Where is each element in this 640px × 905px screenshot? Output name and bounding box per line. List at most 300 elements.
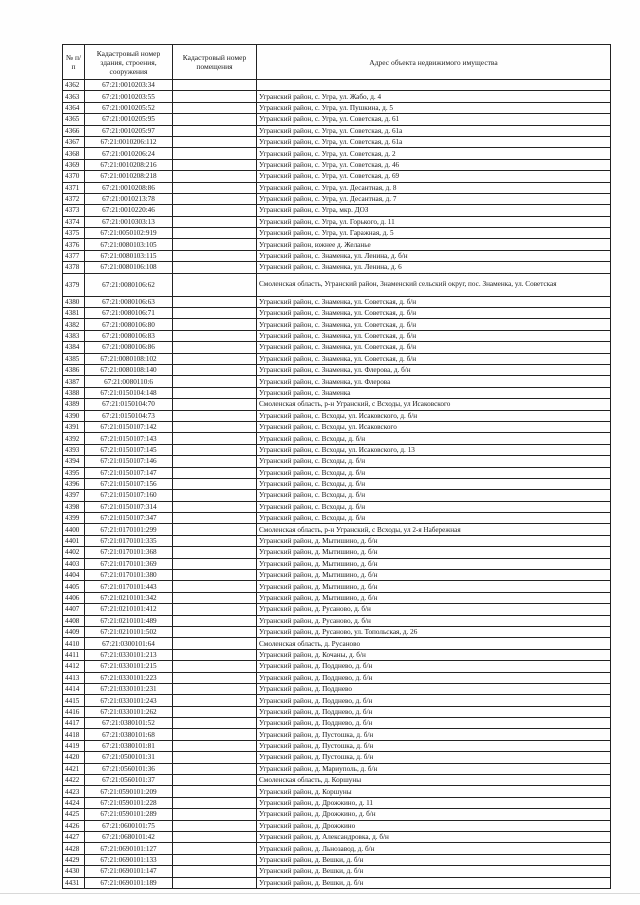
table-row <box>63 501 611 512</box>
building-cadastral-number: 67:21:0010303:13 <box>85 216 173 227</box>
property-address: Угранский район, с. Всходы, ул. Исаковского <box>257 421 611 432</box>
building-cadastral-number: 67:21:0150104:70 <box>85 399 173 410</box>
building-cadastral-number: 67:21:0170101:335 <box>85 535 173 546</box>
building-cadastral-number: 67:21:0080106:71 <box>85 308 173 319</box>
room-cadastral-number <box>173 626 257 637</box>
room-cadastral-number <box>173 102 257 113</box>
property-address: Угранский район, д. Мариуполь, д. б/н <box>257 763 611 774</box>
table-row <box>63 376 611 387</box>
row-number: 4384 <box>63 342 85 353</box>
property-address: Угранский район, с. Всходы, ул. Исаковского, д. б/н <box>257 410 611 421</box>
row-number: 4428 <box>63 843 85 854</box>
property-address: Угранский район, с. Угра, мкр. ДОЗ <box>257 205 611 216</box>
room-cadastral-number <box>173 661 257 672</box>
room-cadastral-number <box>173 91 257 102</box>
table-row <box>63 604 611 615</box>
row-number: 4424 <box>63 797 85 808</box>
room-cadastral-number <box>173 444 257 455</box>
property-address: Угранский район, д. Вешки, д. б/н <box>257 877 611 888</box>
row-number: 4399 <box>63 513 85 524</box>
room-cadastral-number <box>173 182 257 193</box>
table-row <box>63 102 611 113</box>
table-row <box>63 91 611 102</box>
building-cadastral-number: 67:21:0080110:6 <box>85 376 173 387</box>
building-cadastral-number: 67:21:0210101:342 <box>85 592 173 603</box>
room-cadastral-number <box>173 797 257 808</box>
table-row <box>63 797 611 808</box>
room-cadastral-number <box>173 752 257 763</box>
property-address: Угранский район, с. Угра, ул. Советская, д. 69 <box>257 171 611 182</box>
table-row <box>63 695 611 706</box>
property-address: Угранский район, с. Знаменка, ул. Советская, д. б/н <box>257 342 611 353</box>
room-cadastral-number <box>173 433 257 444</box>
room-cadastral-number <box>173 706 257 717</box>
building-cadastral-number: 67:21:0150107:160 <box>85 490 173 501</box>
room-cadastral-number <box>173 273 257 296</box>
building-cadastral-number: 67:21:0380101:52 <box>85 718 173 729</box>
property-address: Смоленская область, Угранский район, Знаменский сельский округ, пос. Знаменка, ул. Советская <box>257 273 611 296</box>
building-cadastral-number: 67:21:0590101:209 <box>85 786 173 797</box>
room-cadastral-number <box>173 501 257 512</box>
building-cadastral-number: 67:21:0080108:140 <box>85 364 173 375</box>
table-row <box>63 752 611 763</box>
row-number: 4367 <box>63 136 85 147</box>
row-number: 4421 <box>63 763 85 774</box>
property-address: Угранский район, д. Вешки, д. б/н <box>257 854 611 865</box>
row-number: 4362 <box>63 80 85 91</box>
building-cadastral-number: 67:21:0080108:102 <box>85 353 173 364</box>
property-address: Угранский район, д. Пустошка, д. б/н <box>257 729 611 740</box>
room-cadastral-number <box>173 683 257 694</box>
property-address: Угранский район, с. Угра, ул. Советская, д. 61а <box>257 136 611 147</box>
table-row <box>63 193 611 204</box>
property-address: Угранский район, с. Знаменка, ул. Ленина, д. 6 <box>257 262 611 273</box>
row-number: 4410 <box>63 638 85 649</box>
property-address: Угранский район, с. Угра, ул. Советская, д. 2 <box>257 148 611 159</box>
property-address: Угранский район, с. Знаменка, ул. Советская, д. б/н <box>257 353 611 364</box>
property-address: Угранский район, д. Мытишино, д. б/н <box>257 558 611 569</box>
property-address: Угранский район, д. Мытишино, д. б/н <box>257 570 611 581</box>
property-address: Угранский район, с. Угра, ул. Десантная, д. 8 <box>257 182 611 193</box>
row-number: 4364 <box>63 102 85 113</box>
table-row <box>63 832 611 843</box>
building-cadastral-number: 67:21:0170101:443 <box>85 581 173 592</box>
header-address: Адрес объекта недвижимого имущества <box>257 45 611 80</box>
table-row <box>63 672 611 683</box>
header-room-cadastral: Кадастровый номер помещения <box>173 45 257 80</box>
row-number: 4394 <box>63 456 85 467</box>
building-cadastral-number: 67:21:0010213:78 <box>85 193 173 204</box>
table-row <box>63 683 611 694</box>
room-cadastral-number <box>173 854 257 865</box>
building-cadastral-number: 67:21:0170101:380 <box>85 570 173 581</box>
room-cadastral-number <box>173 250 257 261</box>
table-row <box>63 136 611 147</box>
property-address <box>257 80 611 91</box>
property-address: Угранский район, с. Угра, ул. Советская, д. 61а <box>257 125 611 136</box>
building-cadastral-number: 67:21:0560101:36 <box>85 763 173 774</box>
row-number: 4404 <box>63 570 85 581</box>
table-row <box>63 308 611 319</box>
building-cadastral-number: 67:21:0600101:75 <box>85 820 173 831</box>
building-cadastral-number: 67:21:0330101:231 <box>85 683 173 694</box>
row-number: 4382 <box>63 319 85 330</box>
row-number: 4373 <box>63 205 85 216</box>
building-cadastral-number: 67:21:0080106:63 <box>85 296 173 307</box>
building-cadastral-number: 67:21:0210101:412 <box>85 604 173 615</box>
row-number: 4431 <box>63 877 85 888</box>
row-number: 4363 <box>63 91 85 102</box>
property-address: Угранский район, с. Угра, ул. Пушкина, д. 5 <box>257 102 611 113</box>
property-address: Угранский район, с. Знаменка, ул. Советская, д. б/н <box>257 319 611 330</box>
row-number: 4414 <box>63 683 85 694</box>
property-address: Угранский район, с. Всходы, д. б/н <box>257 490 611 501</box>
building-cadastral-number: 67:21:0170101:368 <box>85 547 173 558</box>
building-cadastral-number: 67:21:0680101:42 <box>85 832 173 843</box>
room-cadastral-number <box>173 399 257 410</box>
building-cadastral-number: 67:21:0010208:86 <box>85 182 173 193</box>
property-address: Угранский район, д. Дрожжино, д. 11 <box>257 797 611 808</box>
table-row <box>63 250 611 261</box>
room-cadastral-number <box>173 558 257 569</box>
room-cadastral-number <box>173 672 257 683</box>
table-row <box>63 649 611 660</box>
property-address: Угранский район, д. Вешки, д. б/н <box>257 866 611 877</box>
property-address: Угранский район, с. Всходы, д. б/н <box>257 433 611 444</box>
property-address: Угранский район, д. Мытишино, д. б/н <box>257 592 611 603</box>
building-cadastral-number: 67:21:0010206:24 <box>85 148 173 159</box>
room-cadastral-number <box>173 649 257 660</box>
table-body <box>63 80 611 889</box>
property-address: Угранский район, с. Угра, ул. Советская, д. 61 <box>257 114 611 125</box>
property-address: Смоленская область, д. Коршуны <box>257 775 611 786</box>
table-header-row <box>63 45 611 80</box>
property-address: Угранский район, с. Всходы, д. б/н <box>257 467 611 478</box>
room-cadastral-number <box>173 786 257 797</box>
room-cadastral-number <box>173 615 257 626</box>
table-row <box>63 775 611 786</box>
table-row <box>63 319 611 330</box>
table-row <box>63 866 611 877</box>
building-cadastral-number: 67:21:0080106:108 <box>85 262 173 273</box>
room-cadastral-number <box>173 308 257 319</box>
room-cadastral-number <box>173 80 257 91</box>
building-cadastral-number: 67:21:0380101:81 <box>85 740 173 751</box>
property-address: Угранский район, д. Александровка, д. б/н <box>257 832 611 843</box>
property-address: Угранский район, д. Подднево, д. б/н <box>257 672 611 683</box>
table-row <box>63 262 611 273</box>
building-cadastral-number: 67:21:0170101:299 <box>85 524 173 535</box>
table-row <box>63 171 611 182</box>
row-number: 4379 <box>63 273 85 296</box>
building-cadastral-number: 67:21:0150107:146 <box>85 456 173 467</box>
table-row <box>63 843 611 854</box>
room-cadastral-number <box>173 205 257 216</box>
row-number: 4417 <box>63 718 85 729</box>
row-number: 4397 <box>63 490 85 501</box>
table-row <box>63 581 611 592</box>
room-cadastral-number <box>173 729 257 740</box>
property-address: Угранский район, д. Пустошка, д. б/н <box>257 752 611 763</box>
room-cadastral-number <box>173 342 257 353</box>
building-cadastral-number: 67:21:0300101:64 <box>85 638 173 649</box>
building-cadastral-number: 67:21:0690101:147 <box>85 866 173 877</box>
row-number: 4403 <box>63 558 85 569</box>
property-address: Угранский район, д. Русаново, д. б/н <box>257 604 611 615</box>
row-number: 4411 <box>63 649 85 660</box>
table-row <box>63 535 611 546</box>
table-row <box>63 125 611 136</box>
property-address: Угранский район, с. Угра, ул. Десантная, д. 7 <box>257 193 611 204</box>
row-number: 4407 <box>63 604 85 615</box>
table-row <box>63 854 611 865</box>
room-cadastral-number <box>173 456 257 467</box>
property-address: Угранский район, южнее д. Желанье <box>257 239 611 250</box>
room-cadastral-number <box>173 364 257 375</box>
table-row <box>63 638 611 649</box>
table-row <box>63 421 611 432</box>
building-cadastral-number: 67:21:0150107:145 <box>85 444 173 455</box>
room-cadastral-number <box>173 376 257 387</box>
property-address: Угранский район, д. Подднево <box>257 683 611 694</box>
room-cadastral-number <box>173 467 257 478</box>
row-number: 4395 <box>63 467 85 478</box>
room-cadastral-number <box>173 695 257 706</box>
row-number: 4387 <box>63 376 85 387</box>
property-address: Угранский район, с. Всходы, д. б/н <box>257 513 611 524</box>
row-number: 4412 <box>63 661 85 672</box>
room-cadastral-number <box>173 421 257 432</box>
building-cadastral-number: 67:21:0150107:347 <box>85 513 173 524</box>
row-number: 4419 <box>63 740 85 751</box>
row-number: 4423 <box>63 786 85 797</box>
row-number: 4401 <box>63 535 85 546</box>
row-number: 4430 <box>63 866 85 877</box>
row-number: 4409 <box>63 626 85 637</box>
room-cadastral-number <box>173 535 257 546</box>
row-number: 4429 <box>63 854 85 865</box>
building-cadastral-number: 67:21:0080106:62 <box>85 273 173 296</box>
room-cadastral-number <box>173 638 257 649</box>
building-cadastral-number: 67:21:0150104:73 <box>85 410 173 421</box>
table-row <box>63 786 611 797</box>
table-row <box>63 353 611 364</box>
building-cadastral-number: 67:21:0010208:218 <box>85 171 173 182</box>
property-address: Угранский район, д. Пустошка, д. б/н <box>257 740 611 751</box>
table-row <box>63 763 611 774</box>
property-address: Угранский район, с. Знаменка <box>257 387 611 398</box>
table-row <box>63 626 611 637</box>
property-address: Угранский район, д. Мытишино, д. б/н <box>257 547 611 558</box>
room-cadastral-number <box>173 262 257 273</box>
room-cadastral-number <box>173 136 257 147</box>
table-row <box>63 570 611 581</box>
property-address: Угранский район, с. Угра, ул. Жабо, д. 4 <box>257 91 611 102</box>
page-edge-line <box>0 893 640 894</box>
room-cadastral-number <box>173 547 257 558</box>
row-number: 4408 <box>63 615 85 626</box>
table-row <box>63 820 611 831</box>
row-number: 4376 <box>63 239 85 250</box>
row-number: 4415 <box>63 695 85 706</box>
table-row <box>63 148 611 159</box>
room-cadastral-number <box>173 239 257 250</box>
building-cadastral-number: 67:21:0590101:228 <box>85 797 173 808</box>
building-cadastral-number: 67:21:0080106:80 <box>85 319 173 330</box>
table-row <box>63 444 611 455</box>
table-row <box>63 592 611 603</box>
row-number: 4426 <box>63 820 85 831</box>
table-row <box>63 513 611 524</box>
room-cadastral-number <box>173 228 257 239</box>
room-cadastral-number <box>173 581 257 592</box>
row-number: 4393 <box>63 444 85 455</box>
building-cadastral-number: 67:21:0010208:216 <box>85 159 173 170</box>
room-cadastral-number <box>173 193 257 204</box>
row-number: 4385 <box>63 353 85 364</box>
row-number: 4416 <box>63 706 85 717</box>
building-cadastral-number: 67:21:0080103:105 <box>85 239 173 250</box>
property-address: Угранский район, д. Подднево, д. б/н <box>257 661 611 672</box>
row-number: 4391 <box>63 421 85 432</box>
building-cadastral-number: 67:21:0330101:243 <box>85 695 173 706</box>
property-address: Угранский район, д. Подднево, д. б/н <box>257 706 611 717</box>
property-address: Угранский район, с. Знаменка, ул. Флерова <box>257 376 611 387</box>
row-number: 4368 <box>63 148 85 159</box>
room-cadastral-number <box>173 159 257 170</box>
property-register-table <box>62 44 611 889</box>
room-cadastral-number <box>173 820 257 831</box>
row-number: 4374 <box>63 216 85 227</box>
property-address: Угранский район, с. Всходы, д. б/н <box>257 456 611 467</box>
row-number: 4396 <box>63 478 85 489</box>
building-cadastral-number: 67:21:0150107:156 <box>85 478 173 489</box>
table-row <box>63 364 611 375</box>
building-cadastral-number: 67:21:0010203:34 <box>85 80 173 91</box>
row-number: 4378 <box>63 262 85 273</box>
table-row <box>63 80 611 91</box>
room-cadastral-number <box>173 330 257 341</box>
table-row <box>63 330 611 341</box>
property-address: Угранский район, д. Подднево, д. б/н <box>257 695 611 706</box>
building-cadastral-number: 67:21:0010205:97 <box>85 125 173 136</box>
building-cadastral-number: 67:21:0010220:46 <box>85 205 173 216</box>
table-row <box>63 399 611 410</box>
row-number: 4365 <box>63 114 85 125</box>
header-num: № п/п <box>63 45 85 80</box>
room-cadastral-number <box>173 604 257 615</box>
room-cadastral-number <box>173 410 257 421</box>
property-address: Угранский район, с. Всходы, ул. Исаковского, д. 13 <box>257 444 611 455</box>
property-address: Угранский район, с. Всходы, д. б/н <box>257 501 611 512</box>
table-row <box>63 433 611 444</box>
table-row <box>63 410 611 421</box>
table-row <box>63 273 611 296</box>
room-cadastral-number <box>173 114 257 125</box>
row-number: 4366 <box>63 125 85 136</box>
room-cadastral-number <box>173 843 257 854</box>
building-cadastral-number: 67:21:0010205:52 <box>85 102 173 113</box>
building-cadastral-number: 67:21:0050102:919 <box>85 228 173 239</box>
building-cadastral-number: 67:21:0690101:133 <box>85 854 173 865</box>
property-address: Угранский район, д. Коршуны <box>257 786 611 797</box>
building-cadastral-number: 67:21:0500101:31 <box>85 752 173 763</box>
room-cadastral-number <box>173 718 257 729</box>
property-address: Угранский район, с. Знаменка, ул. Ленина, д. б/н <box>257 250 611 261</box>
table-row <box>63 205 611 216</box>
room-cadastral-number <box>173 387 257 398</box>
property-address: Смоленская область, р-н Угранский, с Всходы, ул 2-я Набережная <box>257 524 611 535</box>
property-address: Угранский район, д. Дрожжино <box>257 820 611 831</box>
row-number: 4420 <box>63 752 85 763</box>
room-cadastral-number <box>173 296 257 307</box>
property-address: Угранский район, д. Мытишино, д. б/н <box>257 581 611 592</box>
building-cadastral-number: 67:21:0210101:502 <box>85 626 173 637</box>
room-cadastral-number <box>173 763 257 774</box>
row-number: 4389 <box>63 399 85 410</box>
table-row <box>63 524 611 535</box>
row-number: 4427 <box>63 832 85 843</box>
room-cadastral-number <box>173 490 257 501</box>
row-number: 4369 <box>63 159 85 170</box>
room-cadastral-number <box>173 353 257 364</box>
row-number: 4422 <box>63 775 85 786</box>
property-address: Смоленская область, д. Русаново <box>257 638 611 649</box>
room-cadastral-number <box>173 809 257 820</box>
table-row <box>63 809 611 820</box>
row-number: 4400 <box>63 524 85 535</box>
room-cadastral-number <box>173 125 257 136</box>
row-number: 4383 <box>63 330 85 341</box>
table-row <box>63 661 611 672</box>
table-row <box>63 296 611 307</box>
building-cadastral-number: 67:21:0150107:143 <box>85 433 173 444</box>
property-address: Угранский район, д. Подднево, д. б/н <box>257 718 611 729</box>
room-cadastral-number <box>173 478 257 489</box>
row-number: 4381 <box>63 308 85 319</box>
room-cadastral-number <box>173 216 257 227</box>
property-address: Угранский район, д. Русаново, д. б/н <box>257 615 611 626</box>
room-cadastral-number <box>173 319 257 330</box>
property-address: Угранский район, с. Знаменка, ул. Флерова, д. б/н <box>257 364 611 375</box>
building-cadastral-number: 67:21:0150107:142 <box>85 421 173 432</box>
building-cadastral-number: 67:21:0150104:148 <box>85 387 173 398</box>
building-cadastral-number: 67:21:0080106:86 <box>85 342 173 353</box>
table-row <box>63 740 611 751</box>
row-number: 4388 <box>63 387 85 398</box>
table-row <box>63 467 611 478</box>
property-address: Угранский район, с. Угра, ул. Гаражная, д. 5 <box>257 228 611 239</box>
building-cadastral-number: 67:21:0330101:262 <box>85 706 173 717</box>
room-cadastral-number <box>173 877 257 888</box>
property-address: Угранский район, с. Угра, ул. Советская, д. 46 <box>257 159 611 170</box>
room-cadastral-number <box>173 148 257 159</box>
building-cadastral-number: 67:21:0210101:489 <box>85 615 173 626</box>
building-cadastral-number: 67:21:0330101:223 <box>85 672 173 683</box>
row-number: 4370 <box>63 171 85 182</box>
property-address: Угранский район, с. Знаменка, ул. Советская, д. б/н <box>257 330 611 341</box>
building-cadastral-number: 67:21:0010205:95 <box>85 114 173 125</box>
room-cadastral-number <box>173 866 257 877</box>
table-row <box>63 159 611 170</box>
table-row <box>63 490 611 501</box>
row-number: 4371 <box>63 182 85 193</box>
row-number: 4375 <box>63 228 85 239</box>
building-cadastral-number: 67:21:0080106:83 <box>85 330 173 341</box>
table-row <box>63 342 611 353</box>
table-row <box>63 877 611 888</box>
room-cadastral-number <box>173 524 257 535</box>
